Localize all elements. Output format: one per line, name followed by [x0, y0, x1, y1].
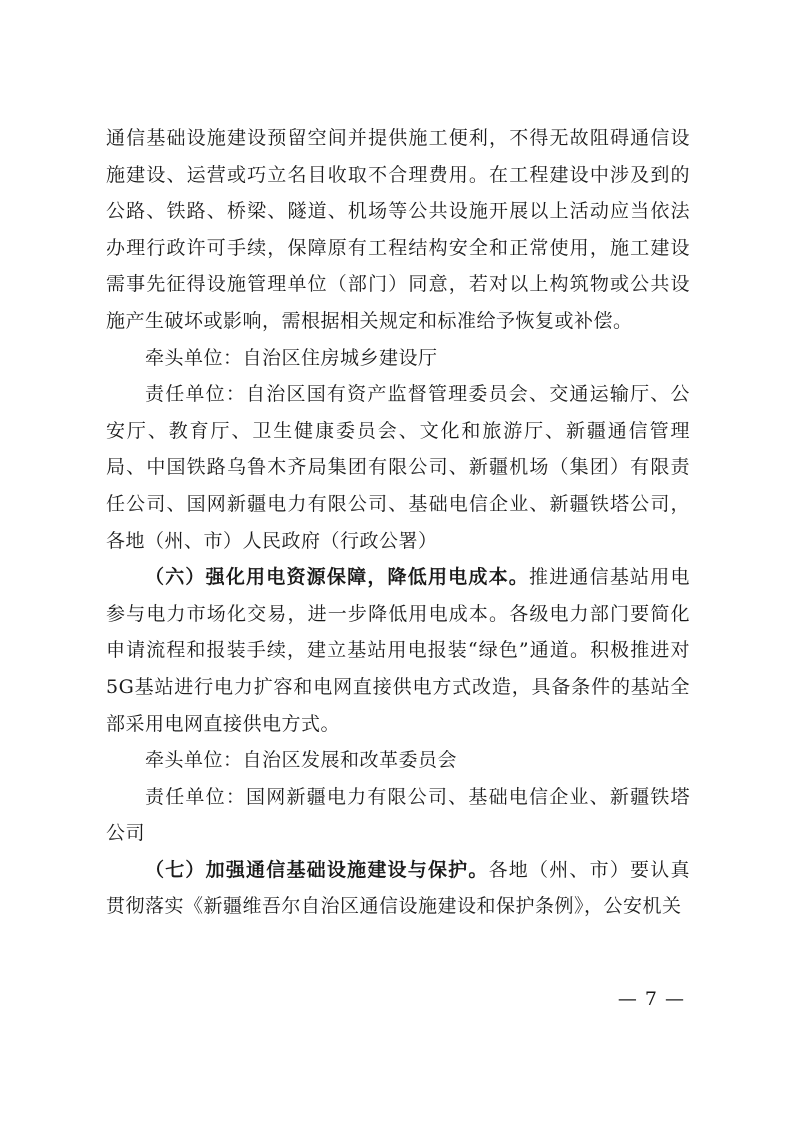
section-six-body: 推进通信基站用电参与电力市场化交易，进一步降低用电成本。各级电力部门要简化申请流程和报装手续，建立基站用电报装“绿色”通道。积极推进对5G基站进行电力扩容和电网直接供电方式改造，具备条件的基站全部采用电网直接供电方式。 [106, 566, 690, 735]
section-six-heading: （六）强化用电资源保障，降低用电成本。 [145, 566, 529, 589]
section-seven-body: 各地（州、市）要认真贯彻落实《新疆维吾尔自治区通信设施建设和保护条例》，公安机关 [106, 858, 690, 918]
section-six [106, 559, 690, 742]
responsible-units-1: 责任单位：自治区国有资产监督管理委员会、交通运输厅、公安厅、教育厅、卫生健康委员会、文化和旅游厅、新疆通信管理局、中国铁路乌鲁木齐局集团有限公司、新疆机场（集团）有限责任公司、国网新疆电力有限公司、基础电信企业、新疆铁塔公司，各地（州、市）人民政府（行政公署） [106, 383, 690, 552]
body-text [106, 120, 690, 925]
page-number: — 7 — [617, 988, 685, 1010]
responsible-units-2: 责任单位：国网新疆电力有限公司、基础电信企业、新疆铁塔公司 [106, 785, 690, 845]
lead-unit-development: 牵头单位：自治区发展和改革委员会 [145, 749, 458, 772]
section-seven-heading: （七）加强通信基础设施建设与保护。 [145, 858, 489, 881]
paragraph-continuation: 通信基础设施建设预留空间并提供施工便利，不得无故阻碍通信设施建设、运营或巧立名目收取不合理费用。在工程建设中涉及到的公路、铁路、桥梁、隧道、机场等公共设施开展以上活动应当依法办理行政许可手续，保障原有工程结构安全和正常使用，施工建设需事先征得设施管理单位（部门）同意，若对以上构筑物或公共设施产生破坏或影响，需根据相关规定和标准给予恢复或补偿。 [106, 127, 690, 332]
lead-unit-housing: 牵头单位：自治区住房城乡建设厅 [145, 346, 438, 369]
section-seven [106, 852, 690, 925]
